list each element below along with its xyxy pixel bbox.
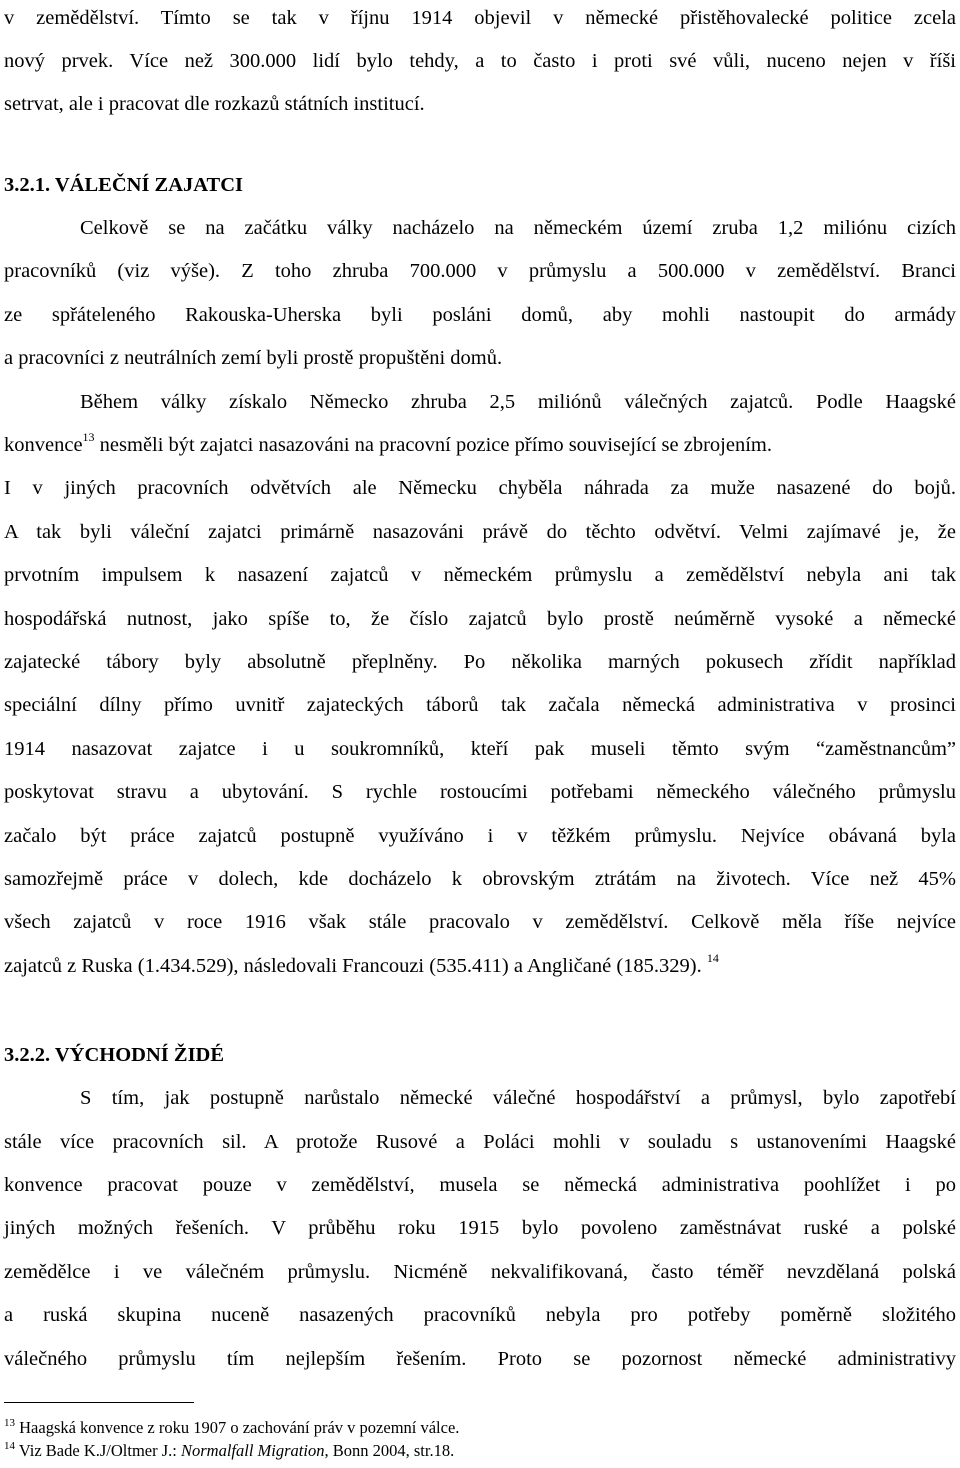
body-line: ze spřáteleného Rakouska-Uherska byli posláni domů, aby mohli nastoupit do armády xyxy=(4,304,956,326)
body-line: poskytovat stravu a ubytování. S rychle rostoucími potřebami německého válečného průmyslu xyxy=(4,781,956,803)
section-heading: 3.2.2. VÝCHODNÍ ŽIDÉ xyxy=(4,1044,225,1066)
body-line: všech zajatců v roce 1916 však stále pracovalo v zemědělství. Celkově měla říše nejvíce xyxy=(4,911,956,933)
footnote-marker-14: 14 xyxy=(706,951,719,965)
footnote-marker-13: 13 xyxy=(82,430,95,444)
body-line: stále více pracovních sil. A protože Rusové a Poláci mohli v souladu s ustanoveními Haagské xyxy=(4,1131,956,1153)
body-line-text: zajatců z Ruska (1.434.529), následovali Francouzi (535.411) a Angličané (185.329). xyxy=(4,955,702,977)
body-line: a ruská skupina nuceně nasazených pracovníků nebyla pro potřeby poměrně složitého xyxy=(4,1304,956,1326)
footnote-13 xyxy=(4,1418,459,1440)
footnote-14 xyxy=(4,1441,454,1463)
body-line: speciální dílny přímo uvnitř zajateckých táborů tak začala německá administrativa v prosinci xyxy=(4,694,956,716)
body-line: pracovníků (viz výše). Z toho zhruba 700.000 v průmyslu a 500.000 v zemědělství. Branci xyxy=(4,260,956,282)
body-line-rest: nesměli být zajatci nasazováni na pracovní pozice přímo související se zbrojením. xyxy=(99,434,772,456)
body-line: samozřejmě práce v dolech, kde docházelo k obrovským ztrátám na životech. Více než 45% xyxy=(4,868,956,890)
body-line: 1914 nasazovat zajatce i u soukromníků, kteří pak museli těmto svým “zaměstnancům” xyxy=(4,738,956,760)
body-line: konvence pracovat pouze v zemědělství, musela se německá administrativa poohlížet i po xyxy=(4,1174,956,1196)
body-line-with-footnote xyxy=(4,952,956,982)
body-line: hospodářská nutnost, jako spíše to, že číslo zajatců bylo prostě neúměrně vysoké a německé xyxy=(4,608,956,630)
footnote-book-title: Normalfall Migration xyxy=(180,1441,325,1460)
body-line: A tak byli váleční zajatci primárně nasazováni právě do těchto odvětví. Velmi zajímavé je, že xyxy=(4,521,956,543)
body-line: Celkově se na začátku války nacházelo na německém území zruba 1,2 miliónu cizích xyxy=(80,217,956,239)
body-line: prvotním impulsem k nasazení zajatců v německém průmyslu a zemědělství nebyla ani tak xyxy=(4,564,956,586)
footnote-divider xyxy=(4,1402,194,1403)
body-line: zajatecké tábory byly absolutně přeplněny. Po několika marných pokusech zřídit například xyxy=(4,651,956,673)
body-line: válečného průmyslu tím nejlepším řešením. Proto se pozornost německé administrativy xyxy=(4,1348,956,1370)
body-line: v zemědělství. Tímto se tak v říjnu 1914 objevil v německé přistěhovalecké politice zcela xyxy=(4,7,956,29)
body-line: začalo být práce zajatců postupně využíváno i v těžkém průmyslu. Nejvíce obávaná byla xyxy=(4,825,956,847)
konvence-word: konvence xyxy=(4,434,83,456)
body-line: Během války získalo Německo zhruba 2,5 miliónů válečných zajatců. Podle Haagské xyxy=(80,391,956,413)
footnote-text-end: , Bonn 2004, str.18. xyxy=(324,1441,455,1460)
footnote-text: Haagská konvence z roku 1907 o zachování práv v pozemní válce. xyxy=(19,1418,460,1437)
body-line: zemědělce i ve válečném průmyslu. Nicméně nekvalifikovaná, často téměř nevzdělaná polská xyxy=(4,1261,956,1283)
footnote-number: 13 xyxy=(4,1417,15,1429)
body-line: nový prvek. Více než 300.000 lidí bylo tehdy, a to často i proti své vůli, nuceno nejen v říši xyxy=(4,50,956,72)
body-line: setrvat, ale i pracovat dle rozkazů státních institucí. xyxy=(4,93,425,115)
footnote-number: 14 xyxy=(4,1440,15,1452)
body-line: jiných možných řešeních. V průběhu roku 1915 bylo povoleno zaměstnávat ruské a polské xyxy=(4,1217,956,1239)
body-line: a pracovníci z neutrálních zemí byli prostě propuštěni domů. xyxy=(4,347,503,369)
body-line: S tím, jak postupně narůstalo německé válečné hospodářství a průmysl, bylo zapotřebí xyxy=(80,1087,956,1109)
body-line-with-footnote xyxy=(4,431,956,461)
section-heading: 3.2.1. VÁLEČNÍ ZAJATCI xyxy=(4,174,244,196)
body-line: I v jiných pracovních odvětvích ale Německu chyběla náhrada za muže nasazené do bojů. xyxy=(4,477,956,499)
footnote-text: Viz Bade K.J/Oltmer J.: xyxy=(18,1441,181,1460)
